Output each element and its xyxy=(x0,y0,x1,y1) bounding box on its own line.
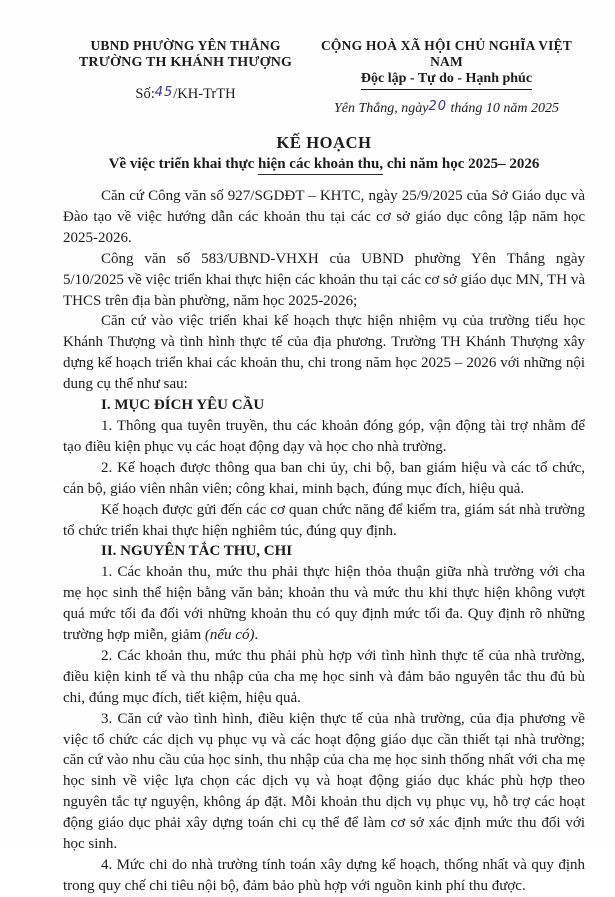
paragraph-text: I. MỤC ĐÍCH YÊU CẦU xyxy=(101,397,265,414)
paragraph xyxy=(63,646,585,709)
national-header-block xyxy=(308,38,585,117)
paragraph xyxy=(63,500,585,542)
paragraph-text: II. NGUYÊN TẮC THU, CHI xyxy=(101,543,293,560)
paragraph-text: 1. Thông qua tuyên truyền, thu các khoản đóng góp, vận động tài trợ nhằm để tạo điều kiện phục vụ các hoạt động dạy và học cho nhà trường. xyxy=(63,417,585,455)
issuing-agency-block xyxy=(63,38,308,103)
national-title: CỘNG HOÀ XÃ HỘI CHỦ NGHĨA VIỆT NAM xyxy=(320,38,573,69)
document-number-prefix: Số: xyxy=(135,86,155,102)
paragraph-text: . xyxy=(254,627,259,644)
subtitle-underlined: hiện các khoản thu, xyxy=(258,156,383,175)
paragraph-text: Căn cứ vào việc triển khai kế hoạch thực hiện nhiệm vụ của trường tiểu học Khánh Thượng và tình hình thực tế của địa phương. Trường TH Khánh Thượng xây dựng kế hoạch triển khai các khoản thu, chi trong năm học 2025 – 2026 với những nội dung cụ thể như sau: xyxy=(63,313,585,393)
document-header xyxy=(63,38,585,117)
school-name: TRƯỜNG TH KHÁNH THƯỢNG xyxy=(78,55,293,70)
paragraph xyxy=(63,249,585,312)
date-suffix: tháng 10 năm 2025 xyxy=(447,101,560,116)
document-number-suffix: /KH-TrTH xyxy=(173,86,236,102)
parent-agency-name: UBND PHƯỜNG YÊN THẮNG xyxy=(90,38,281,53)
paragraph xyxy=(63,562,585,646)
subtitle-after: chi năm học 2025– 2026 xyxy=(383,156,540,172)
document-title: KẾ HOẠCH xyxy=(276,133,372,152)
paragraph xyxy=(63,311,585,395)
paragraph-text-italic: (nếu có) xyxy=(204,627,255,644)
section-heading xyxy=(63,395,585,416)
paragraph xyxy=(63,709,585,855)
document-body xyxy=(63,186,585,897)
paragraph-text: 4. Mức chi do nhà trường tính toán xây dựng kế hoạch, thống nhất và quy định trong quy chế chi tiêu nội bộ, đảm bảo phù hợp với nguồn kinh phí thu được. xyxy=(63,857,585,894)
date-prefix: Yên Thắng, ngày xyxy=(333,101,429,116)
paragraph xyxy=(63,186,585,249)
section-heading xyxy=(63,541,585,562)
paragraph-text: Căn cứ Công văn số 927/SGDĐT – KHTC, ngày 25/9/2025 của Sở Giáo dục và Đào tạo về việc hướng dẫn các khoản thu tại các cơ sở giáo dục công lập năm học 2025-2026. xyxy=(63,188,585,246)
document-number xyxy=(63,86,308,103)
paragraph-text: Kế hoạch được gửi đến các cơ quan chức năng để kiểm tra, giám sát nhà trường tổ chức triển khai thực hiện nghiêm túc, đúng quy định. xyxy=(63,501,585,539)
date-handwritten: 20 xyxy=(428,99,448,114)
paragraph-text: 2. Kế hoạch được thông qua ban chi ủy, chi bộ, ban giám hiệu và các tổ chức, cán bộ, giáo viên nhân viên; công khai, minh bạch, đúng mục đích, hiệu quả. xyxy=(63,459,585,497)
paragraph xyxy=(63,855,585,897)
paragraph xyxy=(63,416,585,458)
national-motto xyxy=(308,70,585,90)
paragraph-text: 1. Các khoản thu, mức thu phải thực hiện thỏa thuận giữa nhà trường với cha mẹ học sinh thể hiện bằng văn bản; khoản thu và mức thu khi thực hiện không vượt quá mức tối đa đối với những khoản thu có quy định mức tối đa. Quy định rõ những trường hợp miễn, giảm xyxy=(63,564,585,644)
paragraph-text: Công văn số 583/UBND-VHXH của UBND phường Yên Thắng ngày 5/10/2025 về việc triển khai thực hiện các khoản thu tại các cơ sở giáo dục MN, TH và THCS trên địa bàn phường, năm học 2025-2026; xyxy=(63,250,585,309)
national-motto-text: Độc lập - Tự do - Hạnh phúc xyxy=(361,70,532,90)
document-number-handwritten: 45 xyxy=(154,85,174,100)
subtitle-before: Về việc triển khai thực xyxy=(108,156,259,172)
paragraph-text: 2. Các khoản thu, mức thu phải phù hợp với tình hình thực tế của nhà trường, điều kiện kinh tế và thu nhập của cha mẹ học sinh và đảm bảo nguyên tắc thu đủ bù chi, đúng mục đích, tiết kiệm, hiệu quả. xyxy=(63,647,585,706)
document-subtitle xyxy=(63,156,585,175)
paragraph xyxy=(63,458,585,500)
date-line xyxy=(308,101,585,117)
paragraph-text: 3. Căn cứ vào tình hình, điều kiện thực tế của nhà trường, của địa phương về việc tổ chức các dịch vụ phục vụ và các hoạt động giáo dục cần thiết tại nhà trường; căn cứ vào nhu cầu của học sinh, thu nhập của cha mẹ học sinh thống nhất với cha mẹ học sinh về việc lựa chọn các dịch vụ và hoạt động giáo dục khác phù hợp theo nguyên tắc tự nguyện, không áp đặt. Mỗi khoản thu dịch vụ phục vụ, hỗ trợ các hoạt động giáo dục phải xây dựng toán chi cụ thể để làm cơ sở xác định mức thu đối với học sinh. xyxy=(63,710,585,853)
